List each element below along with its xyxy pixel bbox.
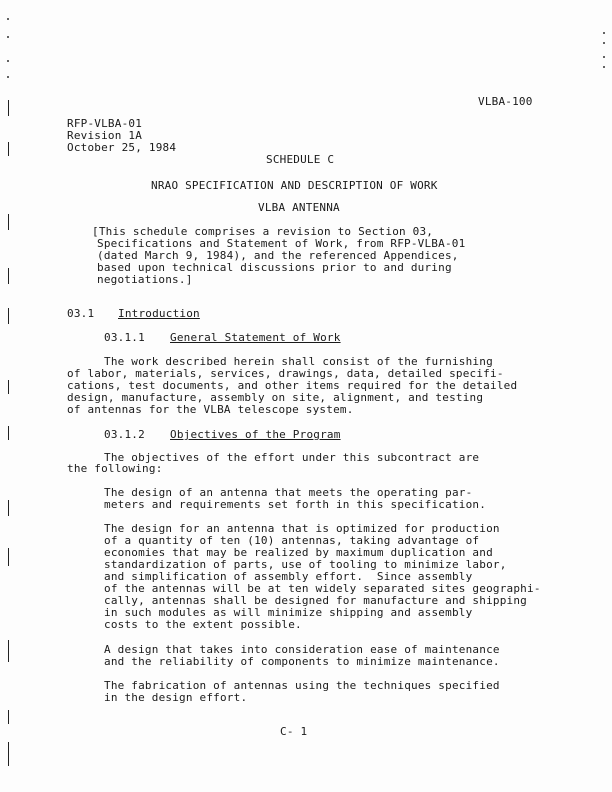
margin-mark <box>8 742 9 766</box>
paragraph-line: the following: <box>67 462 163 475</box>
subsection-title: Objectives of the Program <box>170 428 341 441</box>
objective-line: cally, antennas shall be designed for manufacture and shipping <box>104 594 527 607</box>
objective-line: The design for an antenna that is optimized for production <box>104 522 500 535</box>
objective-line: standardization of parts, use of tooling to minimize labor, <box>104 558 507 571</box>
section-number: 03.1 <box>67 307 95 320</box>
objective-line: meters and requirements set forth in this specification. <box>104 498 487 511</box>
note-line: [This schedule comprises a revision to Section 03, <box>92 225 434 238</box>
objective-line: and simplification of assembly effort. Since assembly <box>104 570 473 583</box>
margin-mark <box>8 710 9 724</box>
page-number: C- 1 <box>280 725 308 738</box>
margin-mark <box>8 548 9 566</box>
objective-line: in such modules as will minimize shipping and assembly <box>104 606 473 619</box>
note-line: (dated March 9, 1984), and the referenced Appendices, <box>97 249 459 262</box>
margin-mark <box>7 60 9 62</box>
margin-mark <box>8 308 9 324</box>
subsection-number: 03.1.2 <box>104 428 145 441</box>
margin-mark <box>8 142 9 156</box>
paragraph-line: cations, test documents, and other items required for the detailed <box>67 379 518 392</box>
objective-line: A design that takes into consideration ease of maintenance <box>104 643 500 656</box>
objective-line: The fabrication of antennas using the techniques specified <box>104 679 500 692</box>
document-subtitle: VLBA ANTENNA <box>258 201 340 214</box>
margin-mark <box>603 42 605 44</box>
revision: Revision 1A <box>67 129 143 142</box>
objective-line: costs to the extent possible. <box>104 618 302 631</box>
objective-line: in the design effort. <box>104 691 248 704</box>
margin-mark <box>7 36 9 38</box>
objective-line: The design of an antenna that meets the operating par- <box>104 486 473 499</box>
paragraph-line: design, manufacture, assembly on site, alignment, and testing <box>67 391 484 404</box>
date: October 25, 1984 <box>67 141 177 154</box>
margin-mark <box>8 214 9 230</box>
objective-line: economies that may be realized by maximum duplication and <box>104 546 493 559</box>
section-title: Introduction <box>118 307 200 320</box>
paragraph-line: The objectives of the effort under this subcontract are <box>104 451 480 464</box>
margin-mark <box>8 268 9 284</box>
note-line: Specifications and Statement of Work, from RFP-VLBA-01 <box>97 237 466 250</box>
note-line: based upon technical discussions prior to and during <box>97 261 452 274</box>
margin-mark <box>603 32 605 34</box>
document-id: VLBA-100 <box>478 95 533 108</box>
objective-line: of the antennas will be at ten widely separated sites geographi- <box>104 582 541 595</box>
margin-mark <box>7 76 9 78</box>
paragraph-line: of labor, materials, services, drawings, data, detailed specifi- <box>67 367 504 380</box>
margin-mark <box>8 426 9 440</box>
margin-mark <box>8 500 9 516</box>
schedule-heading: SCHEDULE C <box>266 153 335 166</box>
margin-mark <box>8 640 9 662</box>
subsection-title: General Statement of Work <box>170 331 341 344</box>
subsection-number: 03.1.1 <box>104 331 145 344</box>
objective-line: of a quantity of ten (10) antennas, taking advantage of <box>104 534 480 547</box>
document-title: NRAO SPECIFICATION AND DESCRIPTION OF WORK <box>151 179 438 192</box>
note-line: negotiations.] <box>97 273 193 286</box>
margin-mark <box>8 100 9 116</box>
margin-mark <box>603 66 605 68</box>
paragraph-line: of antennas for the VLBA telescope system. <box>67 403 354 416</box>
margin-mark <box>603 56 605 58</box>
paragraph-line: The work described herein shall consist of the furnishing <box>104 355 493 368</box>
rfp-number: RFP-VLBA-01 <box>67 117 143 130</box>
objective-line: and the reliability of components to minimize maintenance. <box>104 655 500 668</box>
margin-mark <box>8 380 9 394</box>
margin-mark <box>7 18 9 20</box>
